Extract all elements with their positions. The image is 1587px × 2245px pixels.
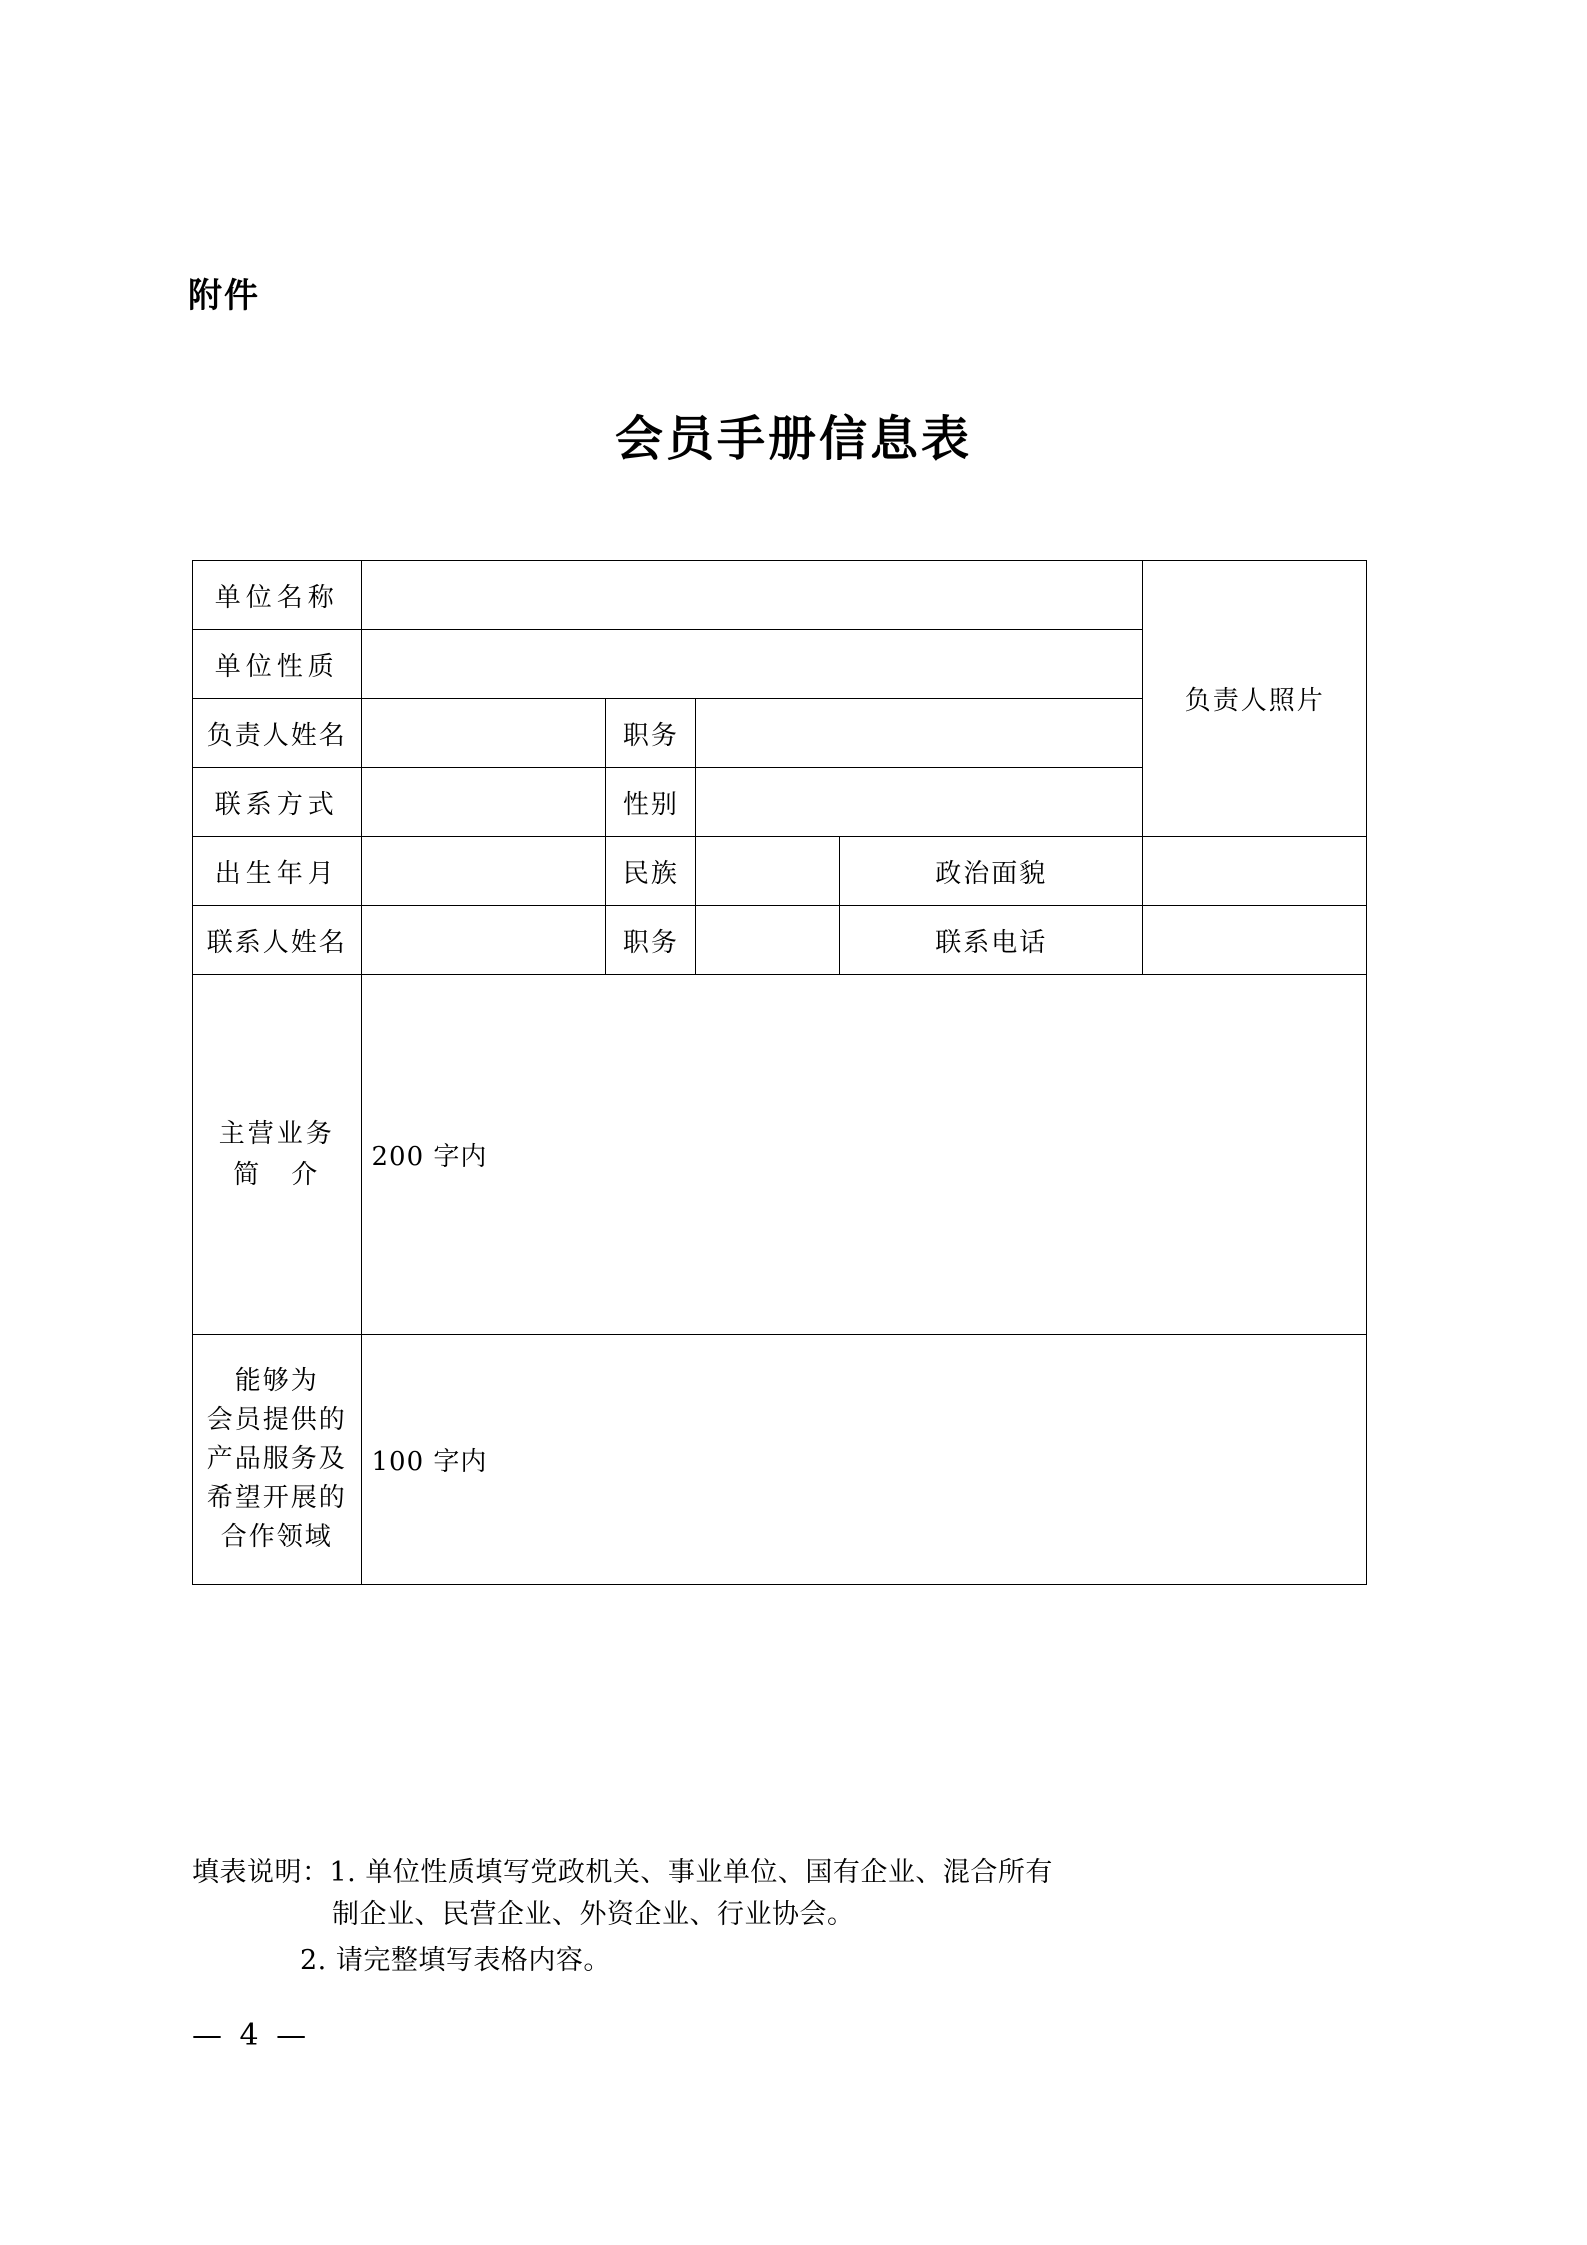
table-row	[193, 906, 1367, 975]
field-political-status[interactable]	[1143, 837, 1367, 906]
label-contact-phone: 联系电话	[840, 906, 1143, 975]
form-instructions	[192, 1852, 1392, 1982]
hint-main-business: 200 字内	[371, 1142, 488, 1172]
field-unit-nature[interactable]	[361, 630, 1143, 699]
table-row	[193, 1335, 1367, 1585]
label-cooperation-line3: 产品服务及	[206, 1444, 347, 1474]
label-contact-position: 职务	[606, 906, 696, 975]
field-contact-position[interactable]	[696, 906, 840, 975]
field-contact-person-name[interactable]	[361, 906, 606, 975]
label-cooperation	[193, 1335, 362, 1585]
label-main-business	[193, 975, 362, 1335]
label-gender: 性别	[606, 768, 696, 837]
field-gender[interactable]	[696, 768, 1143, 837]
field-contact-method[interactable]	[361, 768, 606, 837]
table-row	[193, 561, 1367, 630]
field-contact-phone[interactable]	[1143, 906, 1367, 975]
member-handbook-form-table	[192, 560, 1367, 1585]
label-cooperation-line5: 合作领域	[220, 1522, 333, 1552]
field-position[interactable]	[696, 699, 1143, 768]
label-contact-method: 联系方式	[193, 768, 362, 837]
field-unit-name[interactable]	[361, 561, 1143, 630]
attachment-label: 附件	[188, 276, 260, 316]
instruction-line-2: 制企业、民营企业、外资企业、行业协会。	[332, 1898, 855, 1930]
hint-cooperation: 100 字内	[371, 1447, 488, 1477]
field-leader-photo[interactable]: 负责人照片	[1143, 561, 1367, 837]
page-title: 会员手册信息表	[614, 411, 972, 467]
label-unit-name: 单位名称	[193, 561, 362, 630]
field-leader-name[interactable]	[361, 699, 606, 768]
label-birth-date: 出生年月	[193, 837, 362, 906]
table-row	[193, 975, 1367, 1335]
label-contact-person-name: 联系人姓名	[193, 906, 362, 975]
label-main-business-line1: 主营业务	[218, 1119, 335, 1150]
label-cooperation-line1: 能够为	[234, 1366, 319, 1396]
instruction-line-1: 填表说明：1. 单位性质填写党政机关、事业单位、国有企业、混合所有	[192, 1857, 1053, 1888]
label-main-business-line2: 简 介	[233, 1159, 321, 1190]
label-cooperation-line4: 希望开展的	[206, 1483, 347, 1513]
instruction-line-3: 2. 请完整填写表格内容。	[300, 1944, 611, 1976]
table-row	[193, 837, 1367, 906]
label-ethnicity: 民族	[606, 837, 696, 906]
field-ethnicity[interactable]	[696, 837, 840, 906]
field-main-business[interactable]	[361, 975, 1367, 1335]
label-position: 职务	[606, 699, 696, 768]
field-birth-date[interactable]	[361, 837, 606, 906]
label-cooperation-line2: 会员提供的	[206, 1405, 347, 1435]
page-number: — 4 —	[192, 2018, 311, 2053]
label-political-status: 政治面貌	[840, 837, 1143, 906]
field-cooperation[interactable]	[361, 1335, 1367, 1585]
label-leader-name: 负责人姓名	[193, 699, 362, 768]
label-unit-nature: 单位性质	[193, 630, 362, 699]
